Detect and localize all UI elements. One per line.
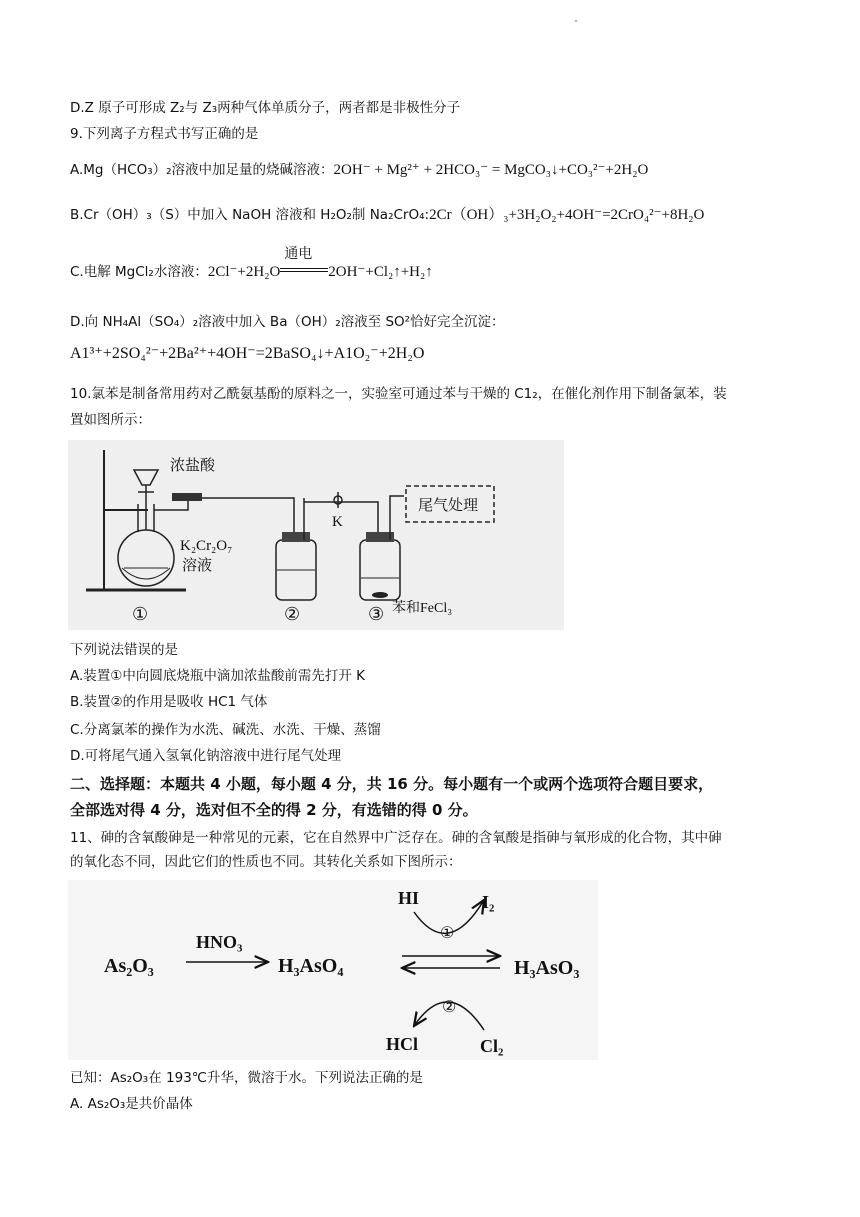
q11-known: 已知：As₂O₃在 193℃升华，微溶于水。下列说法正确的是 xyxy=(70,1070,423,1086)
q9a-equation: 2OH⁻ + Mg²⁺ + 2HCO₃⁻ = MgCO₃↓+CO₃²⁻+2H₂O xyxy=(333,162,649,178)
q9-option-a xyxy=(70,160,648,180)
q9b-text: B.Cr（OH）₃（S）中加入 NaOH 溶液和 H₂O₂制 Na₂CrO₄: xyxy=(70,207,430,223)
section2-heading-2: 全部选对得 4 分，选对但不全的得 2 分，有选错的得 0 分。 xyxy=(70,801,478,819)
label-device-2: ② xyxy=(284,604,301,624)
label-hi: HI xyxy=(398,888,420,908)
label-k2cr2o7: K₂Cr₂O₇ xyxy=(180,538,233,554)
apparatus-figure xyxy=(68,440,564,630)
q10-question: 下列说法错误的是 xyxy=(70,642,178,658)
label-device-3: ③ xyxy=(368,604,385,624)
q9d-equation: A1³⁺+2SO₄²⁻+2Ba²⁺+4OH⁻=2BaSO₄↓+A1O₂⁻+2H₂O xyxy=(70,345,425,362)
label-conc-hcl: 浓盐酸 xyxy=(170,458,216,474)
q9c-eq-left: 2Cl⁻+2H₂O xyxy=(207,264,281,280)
conversion-figure xyxy=(68,880,598,1060)
q10-option-b: B.装置②的作用是吸收 HC1 气体 xyxy=(70,694,268,710)
label-tail-gas: 尾气处理 xyxy=(418,498,479,514)
q9c-condition: 通电 xyxy=(284,246,313,262)
q9-option-c xyxy=(70,246,433,282)
label-hcl: HCl xyxy=(386,1034,419,1054)
label-i2: I₂ xyxy=(482,892,495,912)
q10-stem-1: 10.氯苯是制备常用药对乙酰氨基酚的原料之一，实验室可通过苯与干燥的 C1₂，在催化剂作用下制备氯苯，装 xyxy=(70,386,727,402)
q9a-text: A.Mg（HCO₃）₂溶液中加足量的烧碱溶液： xyxy=(70,162,334,178)
q10-option-a: A.装置①中向圆底烧瓶中滴加浓盐酸前需先打开 K xyxy=(70,668,366,684)
section2-heading-1: 二、选择题：本题共 4 小题，每小题 4 分，共 16 分。每小题有一个或两个选项符合题目要求， xyxy=(70,775,714,793)
label-h3aso3: H₃AsO₃ xyxy=(514,957,580,979)
label-valve-k: K xyxy=(332,514,343,530)
q11-stem-1: 11、砷的含氧酸砷是一种常见的元素，它在自然界中广泛存在。砷的含氧酸是指砷与氧形成的化合物，其中砷 xyxy=(70,830,722,846)
q9-option-b xyxy=(70,205,704,225)
q8-option-d: D.Z 原子可形成 Z₂与 Z₃两种气体单质分子，两者都是非极性分子 xyxy=(70,100,461,116)
label-cl2: Cl₂ xyxy=(480,1036,504,1056)
q9-option-d: D.向 NH₄Al（SO₄）₂溶液中加入 Ba（OH）₂溶液至 SO²恰好完全沉淀： xyxy=(70,314,505,330)
page-mark xyxy=(575,20,577,22)
q11-stem-2: 的氧化态不同，因此它们的性质也不同。其转化关系如下图所示： xyxy=(70,854,462,870)
q9c-text: C.电解 MgCl₂水溶液： xyxy=(70,264,208,280)
label-hno3: HNO₃ xyxy=(196,932,243,952)
q9-stem: 9.下列离子方程式书写正确的是 xyxy=(70,126,259,142)
q9b-equation: 2Cr（OH）₃+3H₂O₂+4OH⁻=2CrO₄²⁻+8H₂O xyxy=(429,207,705,223)
q10-option-d: D.可将尾气通入氢氧化钠溶液中进行尾气处理 xyxy=(70,748,342,764)
label-step-2: ② xyxy=(442,999,457,1016)
q9c-eq-right: 2OH⁻+Cl₂↑+H₂↑ xyxy=(328,264,433,280)
label-h3aso4: H₃AsO₄ xyxy=(278,955,344,977)
label-solution: 溶液 xyxy=(182,558,213,574)
q10-option-c: C.分离氯苯的操作为水洗、碱洗、水洗、干燥、蒸馏 xyxy=(70,722,381,738)
label-as2o3: As₂O₃ xyxy=(104,955,154,977)
q9c-condition-arrow xyxy=(280,246,328,282)
q11-option-a: A. As₂O₃是共价晶体 xyxy=(70,1096,193,1112)
label-device-1: ① xyxy=(132,604,149,624)
label-step-1: ① xyxy=(440,925,455,942)
q10-stem-2: 置如图所示： xyxy=(70,412,151,428)
label-benzene-fecl3: 苯和FeCl₃ xyxy=(392,601,453,616)
